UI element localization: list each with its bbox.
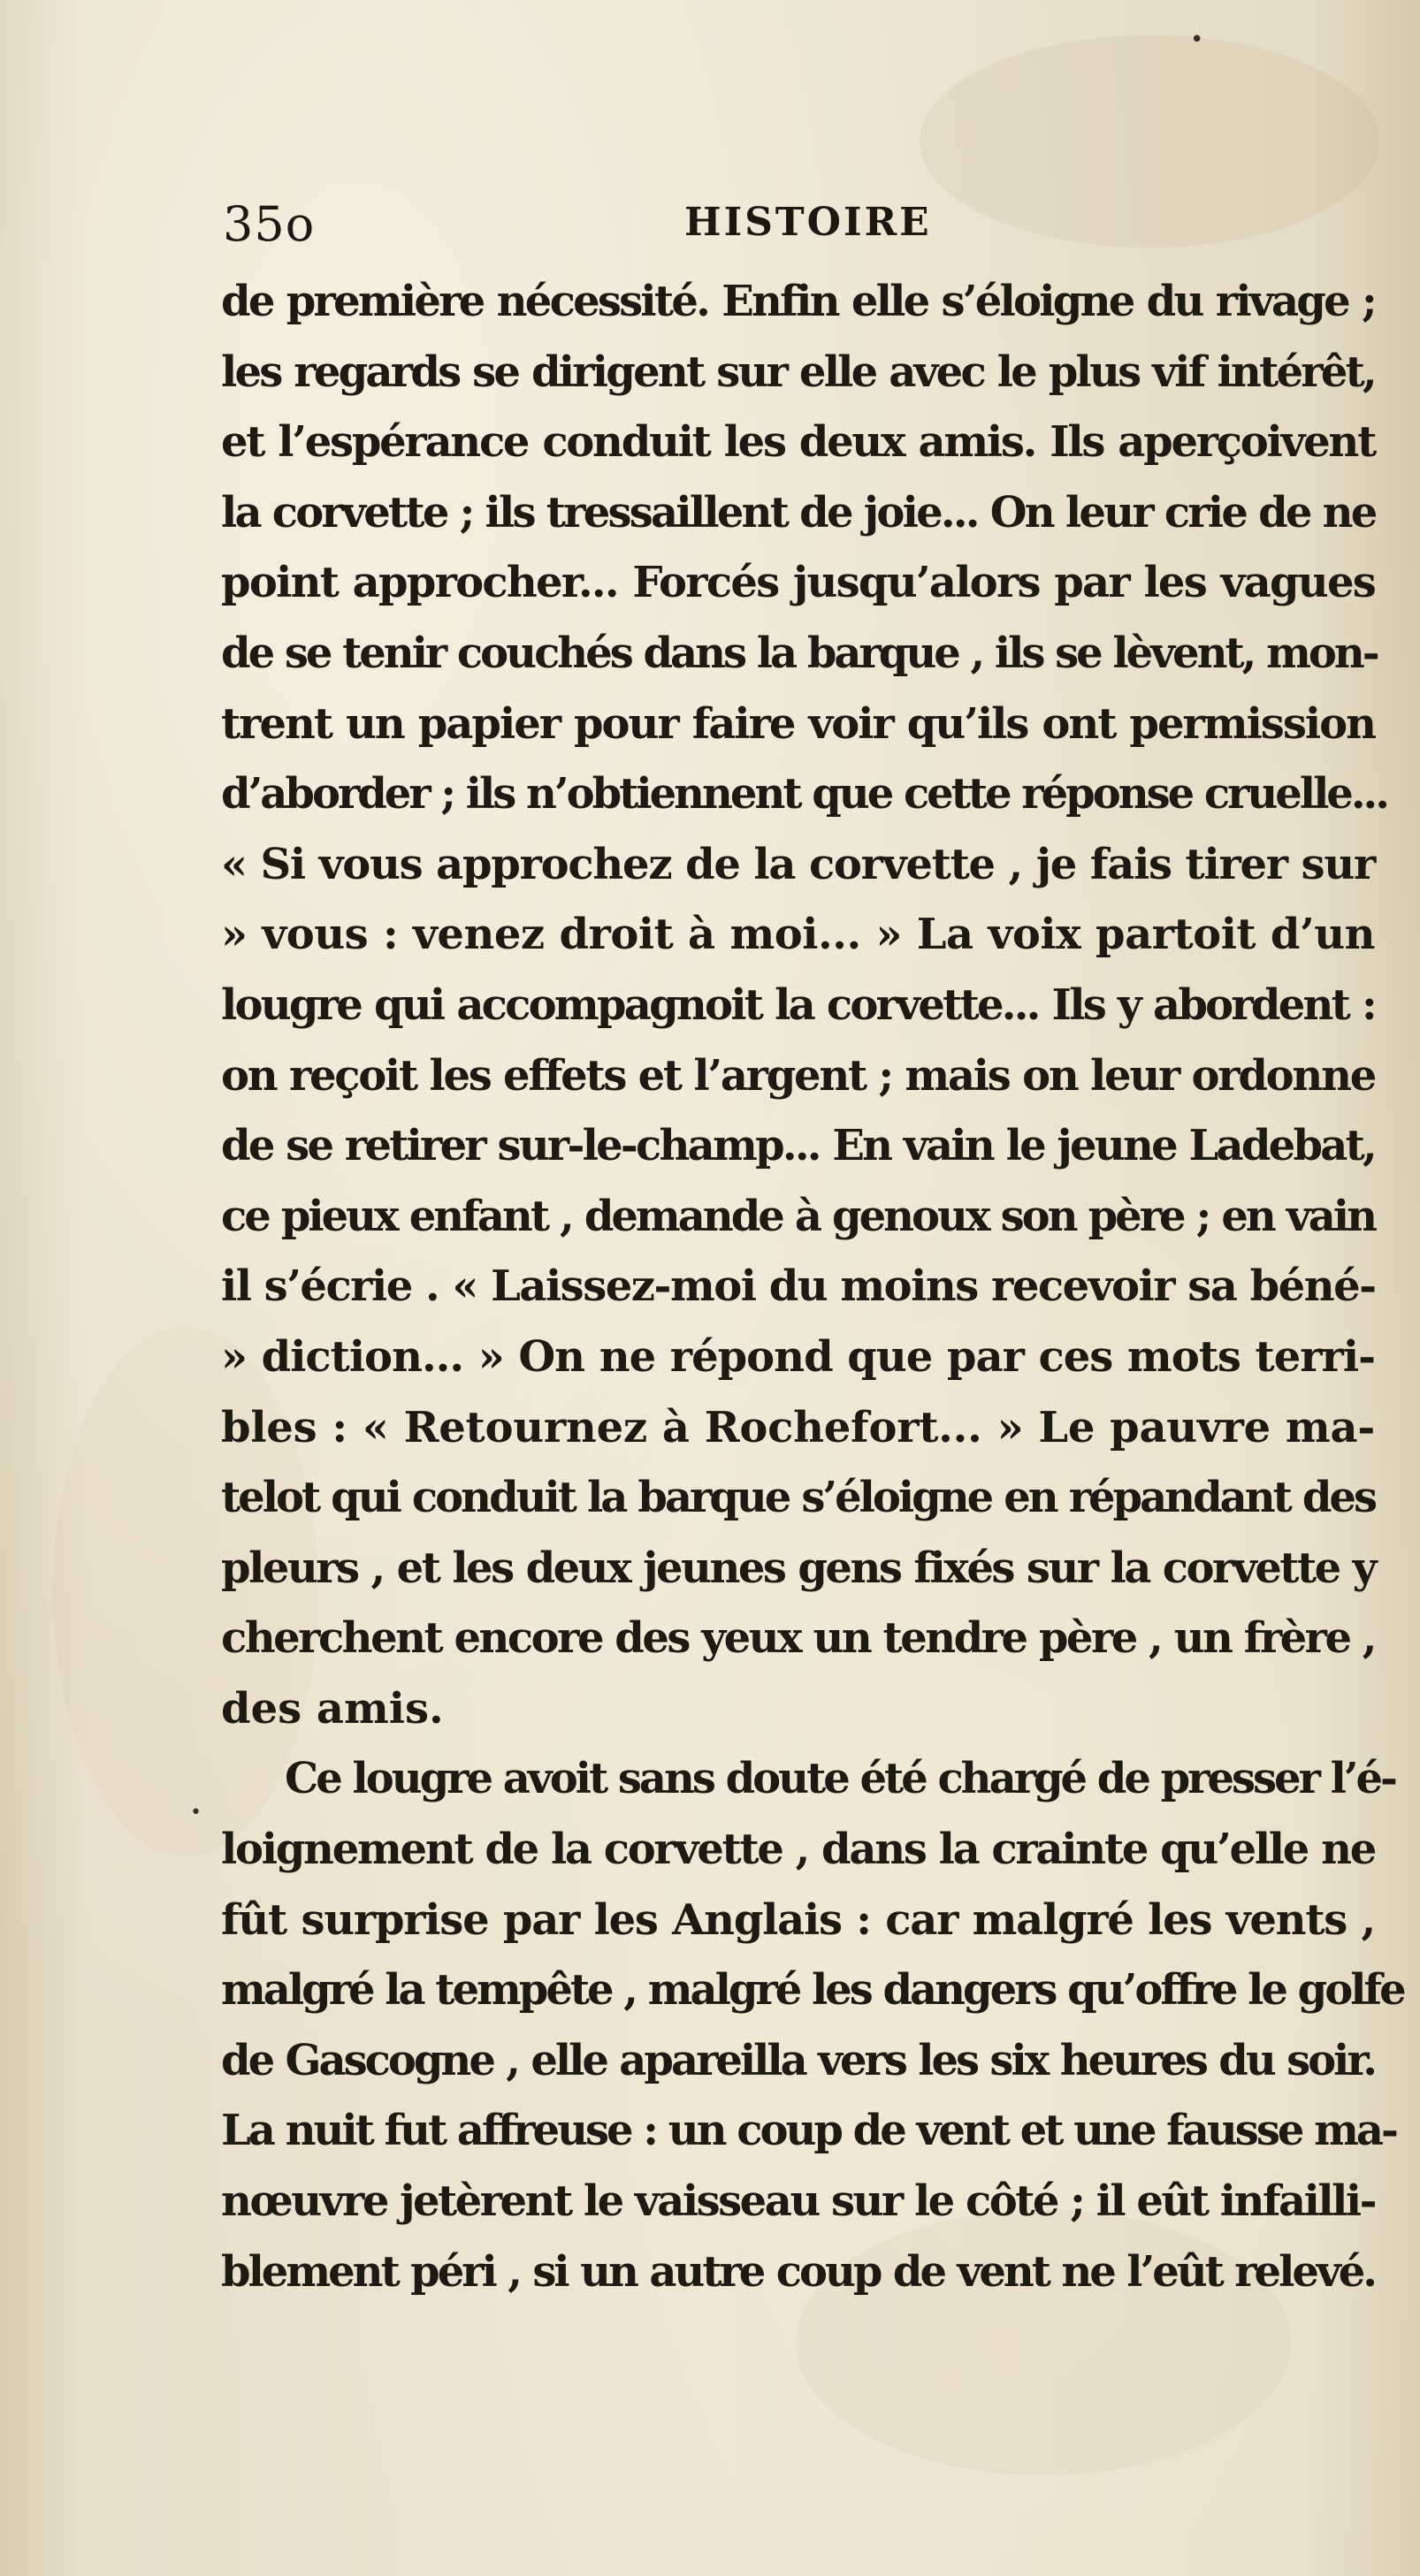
text-line: de Gascogne , elle apareilla vers les six heures du soir. bbox=[221, 2035, 1375, 2085]
text-line: telot qui conduit la barque s’éloigne en répandant des bbox=[221, 1473, 1375, 1523]
text-line: malgré la tempête , malgré les dangers qu’offre le golfe bbox=[221, 1965, 1404, 2016]
text-line: d’aborder ; ils n’obtiennent que cette réponse cruelle... bbox=[221, 769, 1387, 819]
text-line: pleurs , et les deux jeunes gens fixés sur la corvette y bbox=[221, 1543, 1375, 1593]
text-line: on reçoit les effets et l’argent ; mais on leur ordonne bbox=[221, 1050, 1375, 1101]
text-line: de première nécessité. Enfin elle s’éloigne du rivage ; bbox=[221, 277, 1375, 326]
ink-speck: • bbox=[190, 1802, 202, 1824]
body-text bbox=[221, 267, 1404, 2307]
text-line: et l’espérance conduit les deux amis. Ils aperçoivent bbox=[221, 417, 1375, 468]
text-line: les regards se dirigent sur elle avec le plus vif intérêt, bbox=[221, 347, 1375, 397]
text-line: Ce lougre avoit sans doute été chargé de presser l’é- bbox=[285, 1754, 1395, 1804]
text-line: blement péri , si un autre coup de vent ne l’eût relevé. bbox=[221, 2246, 1375, 2297]
text-line: des amis. bbox=[221, 1683, 444, 1734]
text-line: « Si vous approchez de la corvette , je fais tirer sur bbox=[221, 839, 1375, 889]
text-line: la corvette ; ils tressaillent de joie... On leur crie de ne bbox=[221, 487, 1376, 537]
text-line: loignement de la corvette , dans la crainte qu’elle ne bbox=[221, 1825, 1375, 1875]
running-head bbox=[223, 196, 1372, 258]
text-line: point approcher... Forcés jusqu’alors par les vagues bbox=[221, 558, 1375, 608]
text-line: La nuit fut affreuse : un coup de vent et une fausse ma- bbox=[221, 2106, 1396, 2156]
running-title: HISTOIRE bbox=[684, 200, 932, 245]
text-line: de se tenir couchés dans la barque , ils se lèvent, mon- bbox=[221, 628, 1378, 678]
ink-speck: • bbox=[1190, 27, 1204, 53]
text-line: de se retirer sur-le-champ... En vain le jeune Ladebat, bbox=[221, 1121, 1375, 1171]
page-number: 35o bbox=[223, 196, 316, 252]
text-line: lougre qui accompagnoit la corvette... Ils y abordent : bbox=[221, 979, 1375, 1030]
text-line: cherchent encore des yeux un tendre père , un frère , bbox=[221, 1613, 1375, 1664]
text-line: il s’écrie . « Laissez-moi du moins recevoir sa béné- bbox=[221, 1261, 1376, 1312]
text-line: fût surprise par les Anglais : car malgré les vents , bbox=[221, 1894, 1375, 1945]
text-line: » diction... » On ne répond que par ces mots terri- bbox=[221, 1331, 1375, 1382]
text-line: ce pieux enfant , demande à genoux son père ; en vain bbox=[221, 1191, 1375, 1241]
text-line: » vous : venez droit à moi... » La voix partoit d’un bbox=[221, 910, 1375, 960]
text-line: bles : « Retournez à Rochefort... » Le pauvre ma- bbox=[221, 1402, 1375, 1452]
text-line: nœuvre jetèrent le vaisseau sur le côté ; il eût infailli- bbox=[221, 2176, 1375, 2227]
text-line: trent un papier pour faire voir qu’ils ont permission bbox=[221, 698, 1375, 749]
